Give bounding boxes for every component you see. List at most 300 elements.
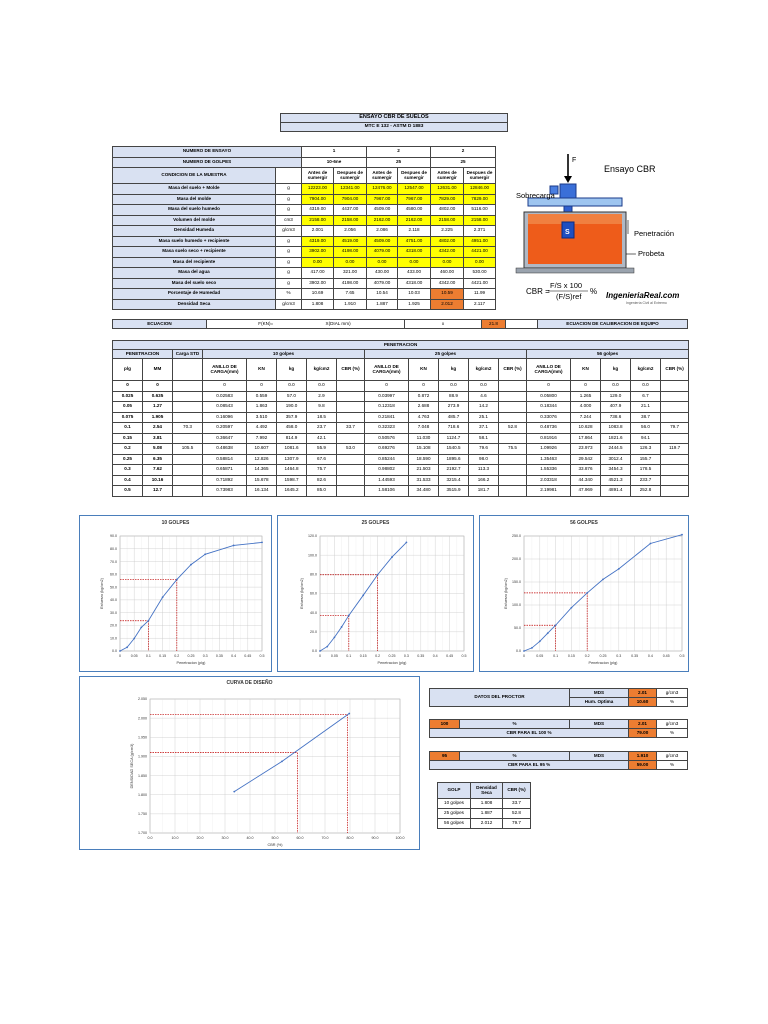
sample-row-value: 10.03 — [398, 289, 431, 300]
penetration-cell: 814.9 — [277, 433, 307, 444]
penetration-cell: 0.25 — [113, 454, 143, 465]
penetration-cell: 0.025 — [113, 391, 143, 402]
sample-row-value: 460.00 — [431, 268, 464, 279]
sample-row-value: 1.808 — [302, 299, 334, 310]
summary-cell: 25 golpes — [438, 809, 471, 819]
cbr100-pct-unit: % — [460, 720, 570, 729]
x-tick-label: 100.0 — [395, 836, 405, 840]
x-tick-label: 0.5 — [679, 654, 685, 658]
penetration-cell: 485.7 — [439, 412, 469, 423]
y-tick-label: 50.0 — [514, 626, 521, 631]
sample-row-value: 4751.00 — [398, 236, 431, 247]
penetration-cell: 1598.7 — [277, 475, 307, 486]
sample-row-value: 12341.00 — [334, 184, 367, 195]
summary-header-cbr: CBR (%) — [503, 783, 531, 799]
y-tick-label: 1.900 — [138, 754, 147, 759]
sample-row-value: 2.371 — [464, 226, 496, 237]
proctor-hum-unit: % — [657, 698, 688, 707]
x-tick-label: 0.25 — [599, 654, 607, 658]
penetration-cell: 2444.5 — [601, 444, 631, 455]
chart-10-golpes — [79, 515, 272, 672]
sample-row — [113, 278, 496, 289]
data-point — [618, 568, 620, 570]
sample-row-value: 4509.00 — [367, 236, 398, 247]
y-tick-label: 200.0 — [512, 557, 521, 562]
penetration-cell: 0 — [571, 381, 601, 392]
pen-subheader: kg — [601, 359, 631, 381]
sample-row-value: 10.59 — [431, 289, 464, 300]
y-tick-label: 20.0 — [110, 623, 117, 628]
penetration-cell: 1821.6 — [601, 433, 631, 444]
equation-x: X(DIAL mm) — [325, 320, 405, 329]
penetration-cell — [499, 391, 527, 402]
sample-row-value: 4079.00 — [367, 247, 398, 258]
sample-row — [113, 205, 496, 216]
penetration-cell: 0.21841 — [365, 412, 409, 423]
penetration-cell: 79.7 — [661, 423, 689, 434]
sample-row-value: 1.887 — [367, 299, 398, 310]
chart-curva-diseno-title: CURVA DE DISEÑO — [226, 680, 273, 686]
penetration-cell: 3454.3 — [601, 465, 631, 476]
chart-25-golpes-title: 25 GOLPES — [361, 520, 390, 526]
penetration-cell: 55.9 — [307, 444, 337, 455]
x-tick-label: 0.35 — [417, 654, 425, 658]
x-tick-label: 70.0 — [321, 836, 329, 840]
penetration-cell — [337, 465, 365, 476]
sample-row-label: Volumen del molde — [113, 215, 276, 226]
penetration-cell: 0 — [143, 381, 173, 392]
data-point — [148, 620, 150, 622]
penetration-cell: 1.265 — [571, 391, 601, 402]
penetration-row — [113, 444, 689, 455]
penetration-row — [113, 486, 689, 497]
sample-row-value: 12846.00 — [464, 184, 496, 195]
sample-row-value: 4342.00 — [431, 278, 464, 289]
sample-row-unit: g — [276, 194, 302, 205]
x-tick-label: 50.0 — [271, 836, 279, 840]
sample-row-unit: g/cm3 — [276, 226, 302, 237]
penetration-cell: 11.030 — [409, 433, 439, 444]
sample-row — [113, 268, 496, 279]
pen-subheader: MM — [143, 359, 173, 381]
figure-title: Ensayo CBR — [604, 164, 656, 174]
y-tick-label: 100.0 — [308, 553, 317, 558]
sample-row-value: Despues de sumergir — [334, 168, 367, 184]
sample-row-label: Porcentaje de Humedad — [113, 289, 276, 300]
sample-row-label: Masa del agua — [113, 268, 276, 279]
data-point — [261, 541, 263, 543]
report-title — [280, 113, 508, 132]
sample-row-value: 7967.00 — [398, 194, 431, 205]
penetration-table-title: PENETRACION — [113, 341, 689, 350]
penetration-cell: 1.863 — [247, 402, 277, 413]
sample-row-unit — [276, 168, 302, 184]
penetration-cell: 3.81 — [143, 433, 173, 444]
penetration-cell: 4.763 — [409, 412, 439, 423]
group-10-golpes: 10 golpes — [203, 350, 365, 359]
penetration-cell: 98.0 — [469, 454, 499, 465]
y-tick-label: 1.750 — [138, 812, 147, 817]
data-point — [547, 632, 549, 634]
summary-cell: 52.8 — [503, 809, 531, 819]
sample-row-value: 7829.00 — [431, 194, 464, 205]
x-tick-label: 30.0 — [221, 836, 229, 840]
base-plate — [516, 268, 634, 273]
penetration-cell: 2.19981 — [527, 486, 571, 497]
sample-row-value: 2158.00 — [302, 215, 334, 226]
sample-row-value: 2.012 — [431, 299, 464, 310]
penetration-cell: 190.0 — [277, 402, 307, 413]
data-point — [681, 534, 683, 536]
penetration-cell — [661, 433, 689, 444]
sample-row-unit: g — [276, 247, 302, 258]
sample-row-value: 0.00 — [464, 257, 496, 268]
penetration-cell: 33.876 — [571, 465, 601, 476]
x-tick-label: 40.0 — [246, 836, 254, 840]
penetration-row — [113, 412, 689, 423]
penetration-cell — [661, 475, 689, 486]
y-tick-label: 60.0 — [110, 572, 117, 577]
sample-row-value: 530.00 — [464, 268, 496, 279]
penetration-cell: 0.1 — [113, 423, 143, 434]
penetration-cell — [173, 454, 203, 465]
y-axis-label: Esfuerzo (kg/cm2) — [504, 578, 508, 609]
area-label: S — [565, 229, 570, 236]
sample-row-value: 4198.00 — [334, 247, 367, 258]
summary-cell: 10 golpes — [438, 799, 471, 809]
sample-row-value: Despues de sumergir — [398, 168, 431, 184]
penetration-table — [112, 340, 689, 497]
penetration-cell: 0.05800 — [527, 391, 571, 402]
sample-row — [113, 168, 496, 184]
penetration-cell: 0.85244 — [365, 454, 409, 465]
penetration-cell: 1.58106 — [365, 486, 409, 497]
sample-row-unit: g — [276, 184, 302, 195]
penetration-cell: 53.0 — [337, 444, 365, 455]
x-tick-label: 0.05 — [330, 654, 338, 658]
penetration-cell — [661, 486, 689, 497]
x-tick-label: 0.3 — [202, 654, 208, 658]
sample-row-value: 12223.00 — [302, 184, 334, 195]
pen-subheader: kg/cm2 — [469, 359, 499, 381]
x-tick-label: 0.45 — [662, 654, 670, 658]
penetration-cell: 2.9 — [307, 391, 337, 402]
penetration-cell: 0.0 — [307, 381, 337, 392]
penetration-cell — [499, 486, 527, 497]
x-tick-label: 0.15 — [159, 654, 167, 658]
sample-row-value: 4580.00 — [398, 205, 431, 216]
penetration-cell — [337, 433, 365, 444]
penetration-cell: 1081.6 — [277, 444, 307, 455]
penetration-cell: 2.54 — [143, 423, 173, 434]
sample-row-value: 4318.00 — [398, 247, 431, 258]
penetration-row — [113, 433, 689, 444]
penetration-cell — [499, 412, 527, 423]
sample-row-value: 1 — [302, 147, 367, 158]
sample-row-label: Masa suelo seco + recipiente — [113, 247, 276, 258]
penetration-cell — [661, 381, 689, 392]
penetration-cell: 0.5 — [113, 486, 143, 497]
penetration-cell: 1895.6 — [439, 454, 469, 465]
sample-row-value: 2 — [367, 147, 431, 158]
pen-subheader-blank — [173, 359, 203, 381]
proctor-mds-value: 2.01 — [629, 689, 657, 698]
sample-row-label: Densidad Humeda — [113, 226, 276, 237]
sample-row-value: Antes de sumergir — [431, 168, 464, 184]
summary-header-golp: GOLP — [438, 783, 471, 799]
penetration-cell: 0 — [203, 381, 247, 392]
y-tick-label: 0.0 — [516, 649, 521, 654]
penetration-cell: 33.7 — [337, 423, 365, 434]
sample-row-value: 2.118 — [398, 226, 431, 237]
penetration-cell: 7.048 — [409, 423, 439, 434]
sample-row-value: 10.54 — [367, 289, 398, 300]
y-axis-label: Esfuerzo (kg/cm2) — [100, 578, 104, 609]
summary-cell: 2.012 — [471, 819, 503, 829]
penetration-cell — [661, 391, 689, 402]
penetration-cell: 738.6 — [601, 412, 631, 423]
penetration-cell: 7.62 — [143, 465, 173, 476]
penetration-cell: 57.0 — [277, 391, 307, 402]
sample-row-value: 25 — [367, 157, 431, 168]
cbr100-mds-label: MDS — [570, 720, 629, 729]
sample-row-value: 4437.00 — [334, 205, 367, 216]
penetration-cell: 0.32323 — [365, 423, 409, 434]
penetration-cell: 3.510 — [247, 412, 277, 423]
sample-row-value: 2.086 — [367, 226, 398, 237]
penetration-cell: 6.35 — [143, 454, 173, 465]
chart-56-golpes — [479, 515, 689, 672]
penetration-cell: 0.08543 — [203, 402, 247, 413]
sample-row-value: 4198.00 — [334, 278, 367, 289]
penetration-cell: 0.0 — [631, 381, 661, 392]
sample-row-value: 2 — [431, 147, 496, 158]
penetration-cell: 3515.9 — [439, 486, 469, 497]
penetration-cell — [499, 402, 527, 413]
x-axis-label: CBR (%) — [267, 843, 283, 847]
penetration-cell: 94.1 — [631, 433, 661, 444]
sample-row-label: Densidad Seca — [113, 299, 276, 310]
sample-row-label: Masa del recipiente — [113, 257, 276, 268]
equation-value: 21.8 — [482, 320, 506, 329]
penetration-label: Penetración — [634, 229, 675, 238]
data-point — [162, 596, 164, 598]
pen-subheader: kg/cm2 — [631, 359, 661, 381]
cbr-95-table — [429, 751, 688, 770]
penetration-cell: 1.35463 — [527, 454, 571, 465]
penetration-cell: 0 — [365, 381, 409, 392]
data-point — [348, 615, 350, 617]
summary-cell: 33.7 — [503, 799, 531, 809]
data-point — [319, 650, 321, 652]
penetration-cell: 0.0 — [601, 381, 631, 392]
x-tick-label: 0.1 — [346, 654, 352, 658]
sample-row-value: 433.00 — [398, 268, 431, 279]
cbr95-pct: 95 — [430, 752, 460, 761]
sample-row-value: 1.910 — [334, 299, 367, 310]
cbr95-mds-value: 1.910 — [629, 752, 657, 761]
penetration-cell: 0.20597 — [203, 423, 247, 434]
penetration-cell: 15.108 — [409, 444, 439, 455]
penetration-cell — [337, 391, 365, 402]
sample-row-value: 2158.00 — [464, 215, 496, 226]
penetration-cell: 0.16096 — [203, 412, 247, 423]
y-tick-label: 120.0 — [308, 534, 317, 539]
cbr95-pct-unit: % — [460, 752, 570, 761]
y-tick-label: 20.0 — [310, 630, 317, 635]
penetration-cell: 0 — [247, 381, 277, 392]
data-point — [348, 713, 350, 715]
pen-subheader: kg — [439, 359, 469, 381]
penetration-cell: 5.08 — [143, 444, 173, 455]
y-axis-label: Esfuerzo (kg/cm2) — [300, 578, 304, 609]
penetration-cell — [499, 454, 527, 465]
penetration-cell — [337, 412, 365, 423]
data-point — [406, 542, 408, 544]
penetration-row — [113, 381, 689, 392]
pen-subheader: plg — [113, 359, 143, 381]
y-tick-label: 2.000 — [138, 716, 147, 721]
sample-row-value: 2162.00 — [367, 215, 398, 226]
specimen-label: Probeta — [638, 249, 665, 258]
y-tick-label: 1.850 — [138, 773, 147, 778]
cbr100-value: 79.00 — [629, 729, 657, 738]
penetration-cell: 21.503 — [409, 465, 439, 476]
penetration-cell: 126.3 — [631, 444, 661, 455]
x-tick-label: 0.25 — [187, 654, 195, 658]
report-title-line2: MTC E 132 - ASTM D 1883 — [281, 123, 508, 132]
pen-subheader: CBR (%) — [337, 359, 365, 381]
x-tick-label: 0.4 — [231, 654, 237, 658]
sample-row-unit: cm3 — [276, 215, 302, 226]
penetration-cell: 458.0 — [277, 423, 307, 434]
cbr100-pct: 100 — [430, 720, 460, 729]
sample-data-table — [112, 146, 496, 310]
penetration-cell: 0.3 — [113, 465, 143, 476]
penetration-cell: 4521.3 — [601, 475, 631, 486]
equation-fx: F(KN)= — [207, 320, 325, 329]
penetration-cell: 3012.4 — [601, 454, 631, 465]
penetration-row — [113, 475, 689, 486]
penetration-cell — [337, 454, 365, 465]
penetration-cell: 7.992 — [247, 433, 277, 444]
penetration-cell — [337, 402, 365, 413]
sample-row-value: 3902.00 — [302, 278, 334, 289]
penetration-cell: 70.3 — [173, 423, 203, 434]
data-point — [523, 650, 525, 652]
y-tick-label: 1.700 — [138, 831, 147, 836]
pen-subheader: KN — [409, 359, 439, 381]
cbr-100-table — [429, 719, 688, 738]
penetration-cell — [173, 465, 203, 476]
penetration-cell: 273.9 — [439, 402, 469, 413]
sample-row — [113, 247, 496, 258]
sample-row-value: 10-6ne — [302, 157, 367, 168]
data-point — [650, 543, 652, 545]
penetration-cell: 1.44593 — [365, 475, 409, 486]
pen-subheader: kg — [277, 359, 307, 381]
x-tick-label: 0.45 — [244, 654, 252, 658]
penetration-cell: 1540.5 — [439, 444, 469, 455]
y-tick-label: 150.0 — [512, 580, 521, 585]
x-axis-label: Penetracion (plg) — [176, 661, 206, 665]
y-tick-label: 60.0 — [310, 591, 317, 596]
formula-denominator: (F/S)ref — [556, 292, 582, 301]
penetration-cell: 1.55336 — [527, 465, 571, 476]
penetration-cell: 0.18344 — [527, 402, 571, 413]
penetration-cell: 1464.8 — [277, 465, 307, 476]
penetration-cell: 58.1 — [469, 433, 499, 444]
penetration-cell — [661, 465, 689, 476]
penetration-cell: 4.000 — [571, 402, 601, 413]
x-tick-label: 0.5 — [259, 654, 265, 658]
data-point — [140, 626, 142, 628]
penetration-cell — [661, 454, 689, 465]
pen-subheader: ANILLO DE CARGA(mm) — [203, 359, 247, 381]
penetration-cell: 10.607 — [247, 444, 277, 455]
data-point — [531, 647, 533, 649]
pen-subheader: KN — [571, 359, 601, 381]
sample-row — [113, 289, 496, 300]
summary-table — [437, 782, 531, 829]
sample-row-label: Masa del molde — [113, 194, 276, 205]
sample-row-unit: g/cm3 — [276, 299, 302, 310]
penetration-cell: 0.69276 — [365, 444, 409, 455]
data-point — [341, 626, 343, 628]
penetration-cell: 166.2 — [469, 475, 499, 486]
penetration-cell: 10.628 — [571, 423, 601, 434]
sample-row-value: 4421.00 — [464, 278, 496, 289]
penetration-cell: 1307.9 — [277, 454, 307, 465]
sample-row-label: CONDICION DE LA MUESTRA — [113, 168, 276, 184]
penetration-cell: 0.0 — [439, 381, 469, 392]
x-tick-label: 0.0 — [147, 836, 153, 840]
sample-row-value: 0.00 — [367, 257, 398, 268]
penetration-cell: 0.0 — [469, 381, 499, 392]
x-tick-label: 20.0 — [196, 836, 204, 840]
penetration-cell — [337, 486, 365, 497]
formula-numerator: F/S x 100 — [550, 281, 583, 290]
penetration-cell: 23.973 — [571, 444, 601, 455]
penetration-cell — [173, 402, 203, 413]
penetration-cell: 25.1 — [469, 412, 499, 423]
col-penetracion: PENETRACION — [113, 350, 173, 359]
calibration-label: ECUACION DE CALIBRACION DE EQUIPO — [538, 320, 688, 329]
cbr95-mds-unit: g/cm3 — [657, 752, 688, 761]
penetration-cell — [173, 412, 203, 423]
sample-row-label: Masa del suelo seco — [113, 278, 276, 289]
sample-row — [113, 147, 496, 158]
pen-subheader: KN — [247, 359, 277, 381]
penetration-cell: 113.3 — [469, 465, 499, 476]
sample-row — [113, 299, 496, 310]
y-axis-label: DENSIDAD SECA (g/cm3) — [130, 743, 134, 789]
data-point — [204, 553, 206, 555]
penetration-cell: 0.81916 — [527, 433, 571, 444]
penetration-cell — [173, 433, 203, 444]
data-point — [586, 592, 588, 594]
x-axis-label: Penetracion (plg) — [377, 661, 407, 665]
y-tick-label: 0.0 — [112, 649, 117, 654]
penetration-cell: 37.1 — [469, 423, 499, 434]
penetration-cell: 75.5 — [499, 444, 527, 455]
data-point — [119, 650, 121, 652]
penetration-cell: 0.075 — [113, 412, 143, 423]
sample-row-value: Antes de sumergir — [302, 168, 334, 184]
force-arrow-head — [564, 176, 572, 183]
penetration-cell: 42.1 — [307, 433, 337, 444]
sample-row-value: 2.001 — [302, 226, 334, 237]
